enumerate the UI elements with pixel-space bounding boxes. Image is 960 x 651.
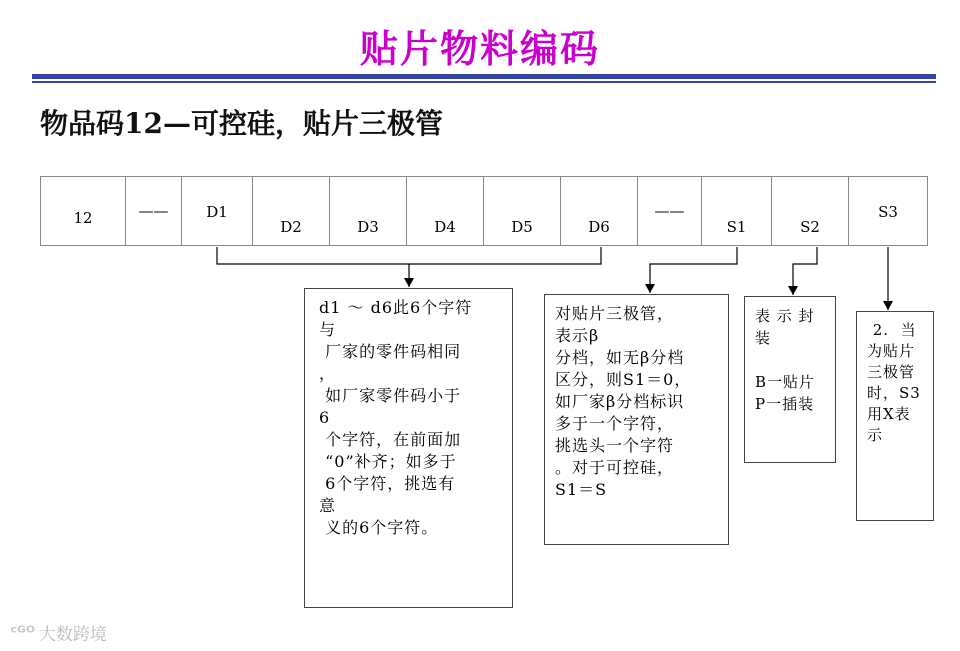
- code-cell-dash: ——: [126, 177, 182, 245]
- subtitle: 物品码12—可控硅，贴片三极管: [40, 107, 443, 140]
- note-d1-d6: d1 ～ d6此6个字符 与 厂家的零件码相同 ， 如厂家零件码小于 6 个字符，在前面加 “0”补齐；如多于 6个字符，挑选有 意 义的6个字符。: [304, 288, 513, 608]
- code-cell-d2: D2: [253, 177, 330, 245]
- watermark-text: 大数跨境: [38, 625, 107, 645]
- slide-title: 贴片物料编码: [359, 26, 600, 71]
- code-cell-s3: S3: [878, 203, 898, 221]
- code-cell-d4: D4: [407, 177, 484, 245]
- note-s1: 对贴片三极管， 表示β 分档，如无β分档 区分，则S1＝0， 如厂家β分档标识 多于一个字符， 挑选头一个字符 。对于可控硅， S1＝S: [544, 294, 729, 545]
- arrow-s2: [793, 247, 817, 295]
- code-cell-dash-2: ——: [638, 177, 702, 245]
- note-s2: 表 示 封 装 B一贴片 P一插装: [744, 296, 836, 463]
- code-cell-d1: D1: [182, 177, 253, 245]
- code-cell-s1: S1: [702, 177, 772, 245]
- code-cell-12: 12: [41, 177, 126, 245]
- code-cell-s2: S2: [772, 177, 849, 245]
- watermark-logo-icon: ᶜᴳᴼ: [10, 622, 35, 643]
- code-cell-d6: D6: [561, 177, 638, 245]
- note-s3: 2. 当 为贴片 三极管 时，S3 用X表 示: [856, 311, 934, 521]
- bracket-d1-d6: [217, 247, 601, 264]
- code-cell-d5: D5: [484, 177, 561, 245]
- code-cell-d3: D3: [330, 177, 407, 245]
- watermark: [10, 620, 107, 645]
- arrow-s1: [650, 247, 737, 293]
